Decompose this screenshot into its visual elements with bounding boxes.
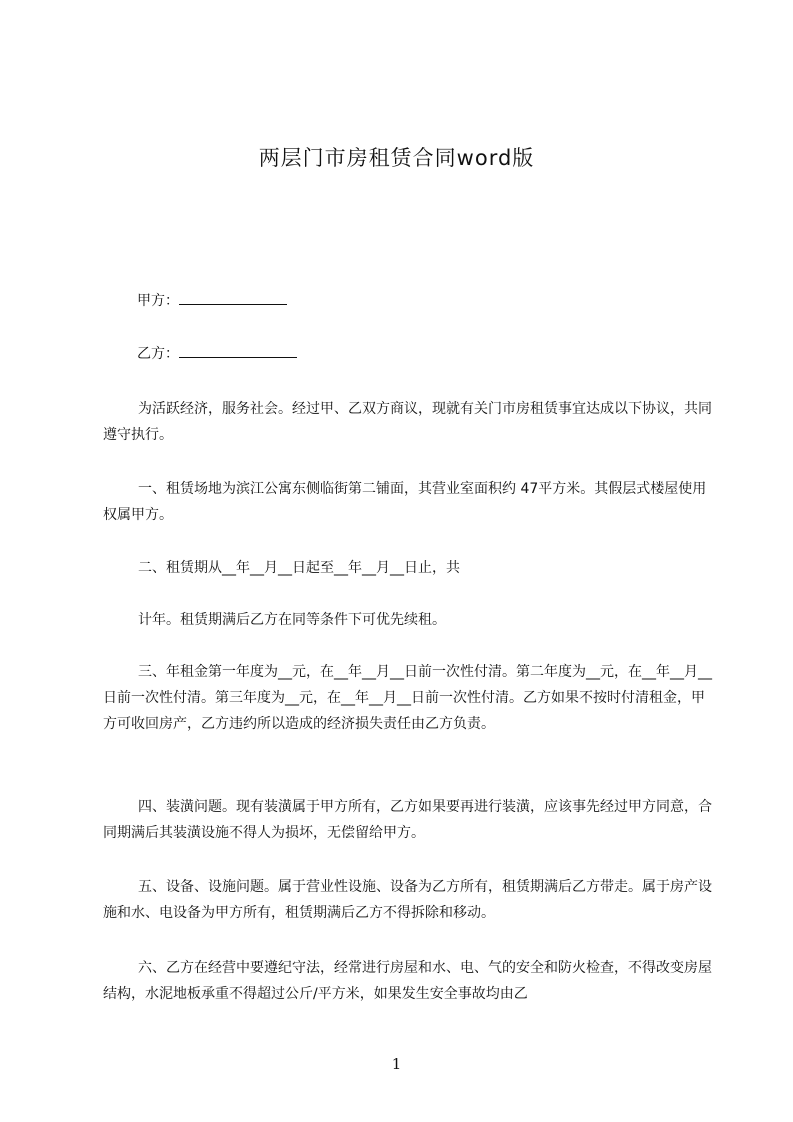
party-b-blank [179,345,297,358]
paragraph-clause-2-cont: 计年。租赁期满后乙方在同等条件下可优先续租。 [138,612,446,628]
paragraph-clause-6: 六、乙方在经营中要遵纪守法，经常进行房屋和水、电、气的安全和防火检查，不得改变房屋结构，水泥地板承重不得超过公斤/平方米，如果发生安全事故均由乙 [103,960,712,1002]
party-b-label: 乙方： [137,346,179,362]
paragraph-clause-3: 三、年租金第一年度为__元，在__年__月__日前一次性付清。第二年度为__元，在__年__月__日前一次性付清。第三年度为__元，在__年__月__日前一次性付清。乙方如果不按时付清租金，甲方可收回房产，乙方违约所以造成的经济损失责任由乙方负责。 [103,664,712,732]
paragraph-clause-5: 五、设备、设施问题。属于营业性设施、设备为乙方所有，租赁期满后乙方带走。属于房产设施和水、电设备为甲方所有，租赁期满后乙方不得拆除和移动。 [103,879,712,921]
party-a-blank [179,292,287,305]
party-a-line [137,291,287,311]
document-title: 两层门市房租赁合同word版 [258,146,535,170]
party-b-line [137,344,297,364]
paragraph-clause-4: 四、装潢问题。现有装潢属于甲方所有，乙方如果要再进行装潢，应该事先经过甲方同意，合同期满后其装潢设施不得人为损坏，无偿留给甲方。 [103,799,712,841]
paragraph-intro: 为活跃经济，服务社会。经过甲、乙双方商议，现就有关门市房租赁事宜达成以下协议，共同遵守执行。 [103,401,712,443]
party-a-label: 甲方： [137,293,179,309]
paragraph-clause-2: 二、租赁期从__年__月__日起至__年__月__日止，共 [138,560,460,576]
paragraph-clause-1: 一、租赁场地为滨江公寓东侧临街第二铺面，其营业室面积约 47平方米。其假层式楼屋使用权属甲方。 [103,481,707,523]
page-number: 1 [391,1055,402,1073]
